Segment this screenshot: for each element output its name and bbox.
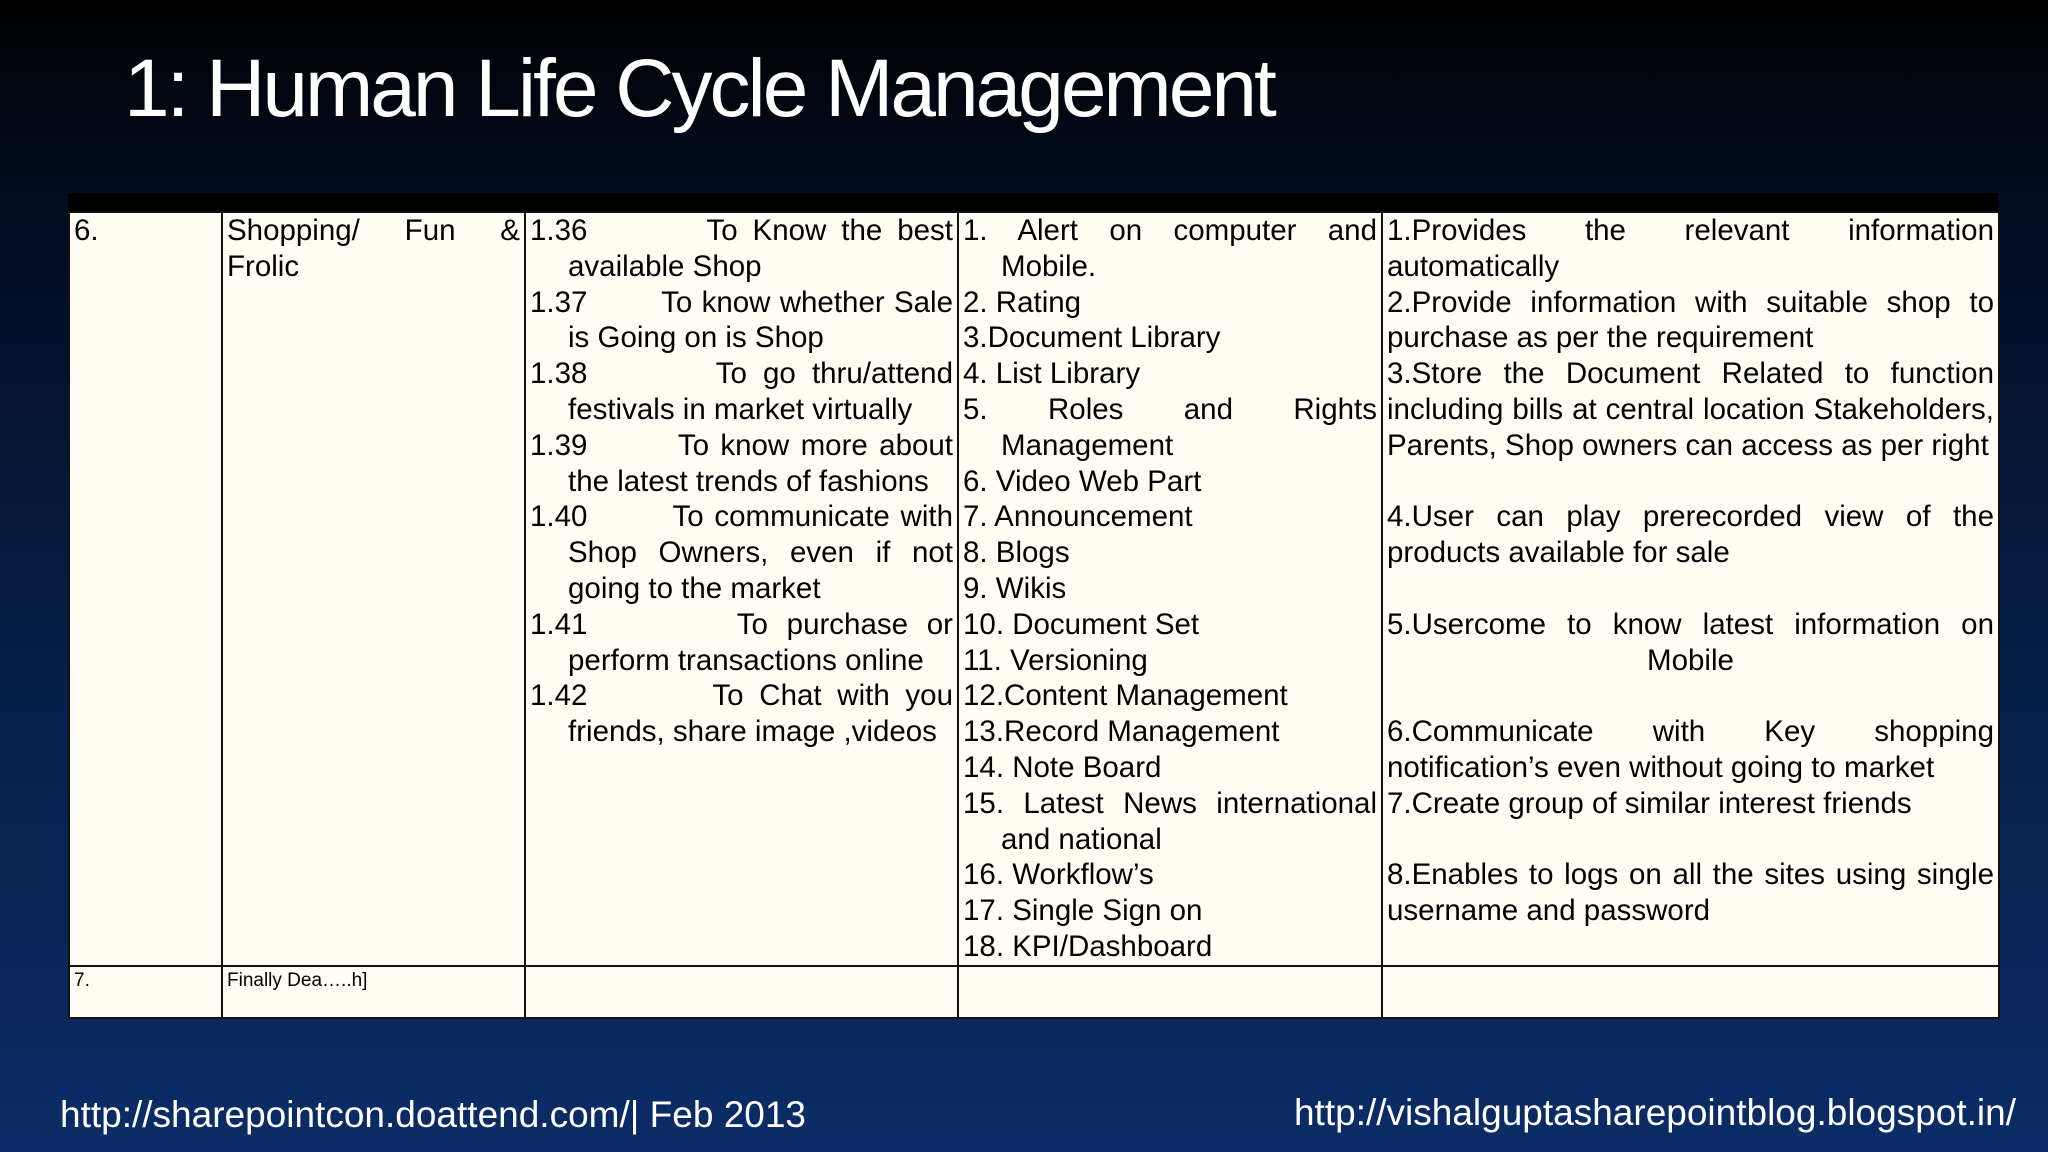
- category-label-line1: Shopping/ Fun &: [227, 214, 520, 247]
- row-number: 6.: [74, 214, 99, 247]
- feature-item: 2. Rating: [963, 285, 1082, 319]
- table-row: [69, 966, 1999, 1018]
- empty-cell: [1382, 966, 1999, 1018]
- feature-item: 16. Workflow’s: [963, 858, 1154, 892]
- needs-cell: [525, 212, 958, 966]
- footer-blog-link[interactable]: http://vishalguptasharepointblog.blogspot.in/: [1293, 1092, 2016, 1133]
- feature-item: 8. Blogs: [963, 536, 1070, 570]
- benefit-item: 2.Provide information with suitable shop to purchase as per the requirement: [1387, 285, 1994, 355]
- feature-item: 9. Wikis: [963, 571, 1067, 605]
- slide-title: 1: Human Life Cycle Management: [124, 43, 1274, 134]
- category-cell: [222, 212, 525, 966]
- feature-item: 6. Video Web Part: [963, 464, 1202, 498]
- feature-item: 14. Note Board: [963, 750, 1162, 784]
- feature-item: 12.Content Management: [963, 679, 1288, 713]
- benefits-list: [1387, 213, 1994, 929]
- need-item: 1.39 To know more about the latest trends of fashions: [530, 428, 953, 498]
- feature-item: 18. KPI/Dashboard: [963, 929, 1213, 963]
- need-item: 1.36 To Know the best available Shop: [530, 214, 953, 283]
- features-list: [963, 213, 1377, 965]
- features-cell: [958, 212, 1382, 966]
- row-number-cell: [69, 212, 222, 966]
- feature-item: 17. Single Sign on: [963, 894, 1203, 928]
- needs-list: [530, 213, 953, 750]
- benefit-item: 4.User can play prerecorded view of the products available for sale: [1387, 500, 1994, 570]
- feature-item: 5. Roles and Rights Management: [963, 392, 1377, 462]
- benefit-item: 7.Create group of similar interest friends: [1387, 786, 1912, 820]
- feature-item: 7. Announcement: [963, 500, 1193, 534]
- row-number-cell: [69, 966, 222, 1018]
- feature-item: 15. Latest News international and national: [963, 786, 1377, 856]
- feature-item: 10. Document Set: [963, 607, 1200, 641]
- benefit-item: 5.Usercome to know latest information on Mobile: [1387, 607, 1994, 677]
- feature-item: 1. Alert on computer and Mobile.: [963, 214, 1377, 283]
- need-item: 1.40 To communicate with Shop Owners, even if not going to the market: [530, 500, 953, 605]
- content-table: [68, 193, 1998, 1015]
- feature-item: 3.Document Library: [963, 321, 1221, 355]
- spacer: [1387, 464, 1994, 500]
- benefit-item: 6.Communicate with Key shopping notification’s even without going to market: [1387, 715, 1994, 784]
- benefits-cell: [1382, 212, 1999, 966]
- row-number: 7.: [74, 970, 90, 991]
- footer-event-link[interactable]: http://sharepointcon.doattend.com/| Feb 2013: [60, 1094, 806, 1135]
- spacer: [1387, 571, 1994, 607]
- feature-item: 4. List Library: [963, 357, 1141, 391]
- need-item: 1.42 To Chat with you friends, share image ,videos: [530, 679, 953, 749]
- spacer: [1387, 822, 1994, 858]
- table-row: [69, 212, 1999, 966]
- benefit-item: 8.Enables to logs on all the sites using single username and password: [1387, 858, 1994, 928]
- category-label: Finally Dea…..h]: [227, 970, 368, 991]
- benefit-item: 3.Store the Document Related to function including bills at central location Stakeholders, Parents, Shop owners can access as per right: [1387, 357, 1994, 462]
- empty-cell: [525, 966, 958, 1018]
- category-cell: [222, 966, 525, 1018]
- benefit-item: 1.Provides the relevant information automatically: [1387, 214, 1994, 283]
- feature-item: 11. Versioning: [963, 643, 1148, 677]
- need-item: 1.41 To purchase or perform transactions online: [530, 607, 953, 677]
- category-label-line2: Frolic: [227, 249, 300, 283]
- spacer: [1387, 678, 1994, 714]
- table-header-strip: [68, 193, 1998, 211]
- feature-item: 13.Record Management: [963, 715, 1280, 749]
- need-item: 1.37 To know whether Sale is Going on is Shop: [530, 285, 953, 355]
- need-item: 1.38 To go thru/attend festivals in market virtually: [530, 357, 953, 426]
- empty-cell: [958, 966, 1382, 1018]
